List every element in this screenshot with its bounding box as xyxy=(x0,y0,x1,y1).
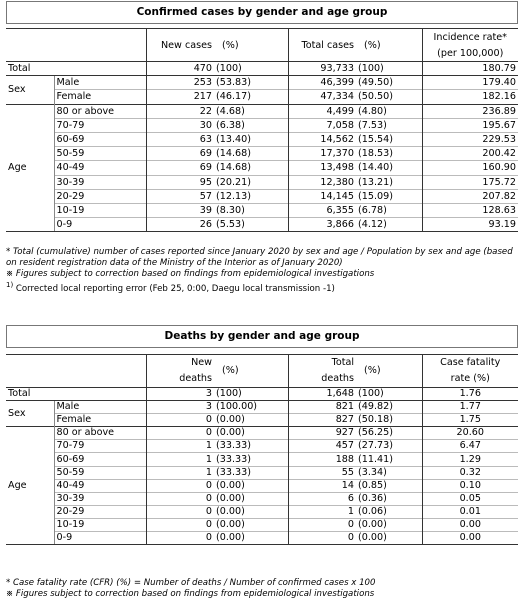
table-row xyxy=(6,492,518,505)
row-label: 20-29 xyxy=(54,189,146,203)
row-label: 80 or above xyxy=(54,104,146,118)
row-label: 70-79 xyxy=(54,118,146,132)
cell-rate: 160.90 xyxy=(422,161,518,175)
cell-total-pct: (13.21) xyxy=(356,175,422,189)
cell-rate: 1.77 xyxy=(422,401,518,414)
cell-total-pct: (7.53) xyxy=(356,118,422,132)
table-row xyxy=(6,518,518,531)
col-pct: (%) xyxy=(356,29,422,62)
cell-total: 6,355 xyxy=(288,203,356,217)
cell-new: 1 xyxy=(146,453,214,466)
table-row xyxy=(6,479,518,492)
cell-total: 6 xyxy=(288,492,356,505)
col-total-cases: Total cases xyxy=(288,29,356,62)
cell-total-pct: (49.50) xyxy=(356,76,422,90)
col-cfr: Case fatality xyxy=(422,355,518,372)
group-label-sex: Sex xyxy=(6,76,54,104)
cell-new: 217 xyxy=(146,90,214,104)
cell-new-pct: (4.68) xyxy=(214,104,288,118)
note-reporting-error-text: Corrected local reporting error (Feb 25, 0:00, Daegu local transmission -1) xyxy=(15,283,335,294)
col-new-deaths-2: deaths xyxy=(146,371,214,388)
cell-total-pct: (18.53) xyxy=(356,147,422,161)
row-label: 50-59 xyxy=(54,147,146,161)
cell-total-pct: (56.25) xyxy=(356,427,422,440)
cell-new-pct: (13.40) xyxy=(214,132,288,146)
col-total-deaths: Total xyxy=(288,355,356,372)
row-label: Total xyxy=(6,388,146,401)
row-label: Female xyxy=(54,414,146,427)
row-label: 60-69 xyxy=(54,132,146,146)
cell-new: 30 xyxy=(146,118,214,132)
cell-new-pct: (100) xyxy=(214,62,288,76)
table-row xyxy=(6,427,518,440)
table-row xyxy=(6,440,518,453)
cell-rate: 1.75 xyxy=(422,414,518,427)
cell-rate: 182.16 xyxy=(422,90,518,104)
cell-total-pct: (4.12) xyxy=(356,218,422,232)
cell-total-pct: (0.00) xyxy=(356,518,422,531)
table-row xyxy=(6,189,518,203)
row-label: Male xyxy=(54,76,146,90)
cell-rate: 0.05 xyxy=(422,492,518,505)
cell-total-pct: (50.50) xyxy=(356,90,422,104)
cell-new-pct: (6.38) xyxy=(214,118,288,132)
table-row xyxy=(6,147,518,161)
cell-total-pct: (49.82) xyxy=(356,401,422,414)
cell-new: 3 xyxy=(146,401,214,414)
cell-total: 55 xyxy=(288,466,356,479)
note-cfr: * Case fatality rate (CFR) (%) = Number of deaths / Number of confirmed cases x 100 xyxy=(6,578,376,588)
table-row xyxy=(6,76,518,90)
row-label: Total xyxy=(6,62,146,76)
cell-rate: 1.76 xyxy=(422,388,518,401)
cell-new-pct: (100.00) xyxy=(214,401,288,414)
cell-rate: 175.72 xyxy=(422,175,518,189)
cell-total: 7,058 xyxy=(288,118,356,132)
table-row xyxy=(6,466,518,479)
col-cfr-2: rate (%) xyxy=(422,371,518,388)
cell-total: 1,648 xyxy=(288,388,356,401)
cell-new: 0 xyxy=(146,532,214,545)
col-incidence-unit: (per 100,000) xyxy=(422,45,518,62)
table-row xyxy=(6,161,518,175)
cell-total-pct: (11.41) xyxy=(356,453,422,466)
cell-new-pct: (0.00) xyxy=(214,492,288,505)
cell-rate: 207.82 xyxy=(422,189,518,203)
cell-new: 39 xyxy=(146,203,214,217)
table-row xyxy=(6,218,518,232)
cell-new: 69 xyxy=(146,147,214,161)
row-label: 60-69 xyxy=(54,453,146,466)
cell-new: 0 xyxy=(146,492,214,505)
cell-rate: 180.79 xyxy=(422,62,518,76)
cell-total: 3,866 xyxy=(288,218,356,232)
cell-rate: 6.47 xyxy=(422,440,518,453)
col-incidence-rate: Incidence rate* xyxy=(422,29,518,46)
cell-total: 17,370 xyxy=(288,147,356,161)
cell-new-pct: (14.68) xyxy=(214,161,288,175)
cell-total-pct: (0.06) xyxy=(356,505,422,518)
col-new-cases: New cases xyxy=(146,29,214,62)
table-row-total xyxy=(6,388,518,401)
cell-total: 0 xyxy=(288,532,356,545)
row-label: 20-29 xyxy=(54,505,146,518)
row-label: 80 or above xyxy=(54,427,146,440)
table-row xyxy=(6,104,518,118)
cell-total: 927 xyxy=(288,427,356,440)
table-row xyxy=(6,505,518,518)
cell-total: 12,380 xyxy=(288,175,356,189)
cell-total: 47,334 xyxy=(288,90,356,104)
row-label: 10-19 xyxy=(54,203,146,217)
row-label: 0-9 xyxy=(54,532,146,545)
cell-rate: 20.60 xyxy=(422,427,518,440)
cell-new-pct: (33.33) xyxy=(214,440,288,453)
cell-new: 95 xyxy=(146,175,214,189)
cell-rate: 128.63 xyxy=(422,203,518,217)
row-label: Female xyxy=(54,90,146,104)
group-label-age: Age xyxy=(6,427,54,545)
cell-new-pct: (8.30) xyxy=(214,203,288,217)
col-pct: (%) xyxy=(356,355,422,388)
cell-rate: 0.32 xyxy=(422,466,518,479)
table-row xyxy=(6,90,518,104)
deaths-table xyxy=(6,354,518,545)
header-row xyxy=(6,29,518,46)
cell-total-pct: (100) xyxy=(356,388,422,401)
cell-new-pct: (0.00) xyxy=(214,427,288,440)
cell-new-pct: (33.33) xyxy=(214,466,288,479)
table-row xyxy=(6,118,518,132)
group-label-age: Age xyxy=(6,104,54,232)
col-new-deaths: New xyxy=(146,355,214,372)
cell-new: 0 xyxy=(146,505,214,518)
cell-total: 1 xyxy=(288,505,356,518)
row-label: 0-9 xyxy=(54,218,146,232)
cell-rate: 229.53 xyxy=(422,132,518,146)
cell-new-pct: (0.00) xyxy=(214,532,288,545)
cell-total: 4,499 xyxy=(288,104,356,118)
cell-total: 0 xyxy=(288,518,356,531)
footnote-marker: 1) xyxy=(6,281,14,289)
cell-rate: 0.00 xyxy=(422,532,518,545)
cell-total-pct: (14.40) xyxy=(356,161,422,175)
deaths-notes xyxy=(6,578,518,600)
row-label: Male xyxy=(54,401,146,414)
cell-new-pct: (0.00) xyxy=(214,414,288,427)
cell-total-pct: (15.54) xyxy=(356,132,422,146)
cell-rate: 0.01 xyxy=(422,505,518,518)
cell-total: 14,145 xyxy=(288,189,356,203)
cell-total: 827 xyxy=(288,414,356,427)
cell-new-pct: (12.13) xyxy=(214,189,288,203)
cell-total: 821 xyxy=(288,401,356,414)
cell-new: 3 xyxy=(146,388,214,401)
cell-new: 0 xyxy=(146,479,214,492)
cell-total-pct: (4.80) xyxy=(356,104,422,118)
cell-new-pct: (5.53) xyxy=(214,218,288,232)
cell-total-pct: (50.18) xyxy=(356,414,422,427)
cell-new: 470 xyxy=(146,62,214,76)
cell-total: 457 xyxy=(288,440,356,453)
cell-total: 188 xyxy=(288,453,356,466)
row-label: 40-49 xyxy=(54,479,146,492)
cell-new-pct: (0.00) xyxy=(214,479,288,492)
cell-total-pct: (6.78) xyxy=(356,203,422,217)
cell-new-pct: (53.83) xyxy=(214,76,288,90)
cell-new: 253 xyxy=(146,76,214,90)
cell-total-pct: (3.34) xyxy=(356,466,422,479)
note-correction: ※ Figures subject to correction based on findings from epidemiological investigations xyxy=(6,589,375,599)
cell-new-pct: (14.68) xyxy=(214,147,288,161)
cell-new: 63 xyxy=(146,132,214,146)
cell-new: 0 xyxy=(146,518,214,531)
cell-total: 14,562 xyxy=(288,132,356,146)
cell-new: 57 xyxy=(146,189,214,203)
table-row xyxy=(6,203,518,217)
cell-total-pct: (0.85) xyxy=(356,479,422,492)
confirmed-cases-notes xyxy=(6,247,518,295)
cell-total-pct: (100) xyxy=(356,62,422,76)
cell-total-pct: (27.73) xyxy=(356,440,422,453)
cell-new-pct: (100) xyxy=(214,388,288,401)
cell-new-pct: (46.17) xyxy=(214,90,288,104)
cell-total: 13,498 xyxy=(288,161,356,175)
group-label-sex: Sex xyxy=(6,401,54,427)
cell-total: 46,399 xyxy=(288,76,356,90)
table-row xyxy=(6,175,518,189)
cell-new: 0 xyxy=(146,414,214,427)
note-correction: ※ Figures subject to correction based on findings from epidemiological investigations xyxy=(6,269,375,279)
cell-rate: 236.89 xyxy=(422,104,518,118)
cell-new: 0 xyxy=(146,427,214,440)
cell-total: 93,733 xyxy=(288,62,356,76)
row-label: 30-39 xyxy=(54,175,146,189)
col-pct: (%) xyxy=(214,355,288,388)
cell-total-pct: (0.00) xyxy=(356,532,422,545)
cell-rate: 0.00 xyxy=(422,518,518,531)
row-label: 30-39 xyxy=(54,492,146,505)
cell-new: 22 xyxy=(146,104,214,118)
table-row xyxy=(6,132,518,146)
table-row xyxy=(6,414,518,427)
cell-new: 69 xyxy=(146,161,214,175)
col-total-deaths-2: deaths xyxy=(288,371,356,388)
row-label: 10-19 xyxy=(54,518,146,531)
cell-new-pct: (20.21) xyxy=(214,175,288,189)
cell-new: 1 xyxy=(146,466,214,479)
row-label: 40-49 xyxy=(54,161,146,175)
cell-new: 1 xyxy=(146,440,214,453)
table-row xyxy=(6,532,518,545)
confirmed-cases-title: Confirmed cases by gender and age group xyxy=(6,1,518,24)
cell-rate: 195.67 xyxy=(422,118,518,132)
col-pct: (%) xyxy=(214,29,288,62)
cell-total: 14 xyxy=(288,479,356,492)
deaths-title: Deaths by gender and age group xyxy=(6,325,518,348)
note-reporting-error xyxy=(6,280,518,295)
cell-rate: 1.29 xyxy=(422,453,518,466)
cell-rate: 179.40 xyxy=(422,76,518,90)
cell-total-pct: (0.36) xyxy=(356,492,422,505)
table-row xyxy=(6,401,518,414)
row-label: 70-79 xyxy=(54,440,146,453)
cell-new-pct: (0.00) xyxy=(214,518,288,531)
note-incidence: * Total (cumulative) number of cases reported since January 2020 by sex and age / Population by sex and age (based on resident registration data of the Ministry of the Interior as of January 2020) xyxy=(6,247,513,268)
cell-new: 26 xyxy=(146,218,214,232)
cell-new-pct: (33.33) xyxy=(214,453,288,466)
table-row xyxy=(6,453,518,466)
cell-new-pct: (0.00) xyxy=(214,505,288,518)
cell-rate: 0.10 xyxy=(422,479,518,492)
cell-total-pct: (15.09) xyxy=(356,189,422,203)
cell-rate: 200.42 xyxy=(422,147,518,161)
confirmed-cases-table xyxy=(6,28,518,232)
table-row-total xyxy=(6,62,518,76)
cell-rate: 93.19 xyxy=(422,218,518,232)
row-label: 50-59 xyxy=(54,466,146,479)
